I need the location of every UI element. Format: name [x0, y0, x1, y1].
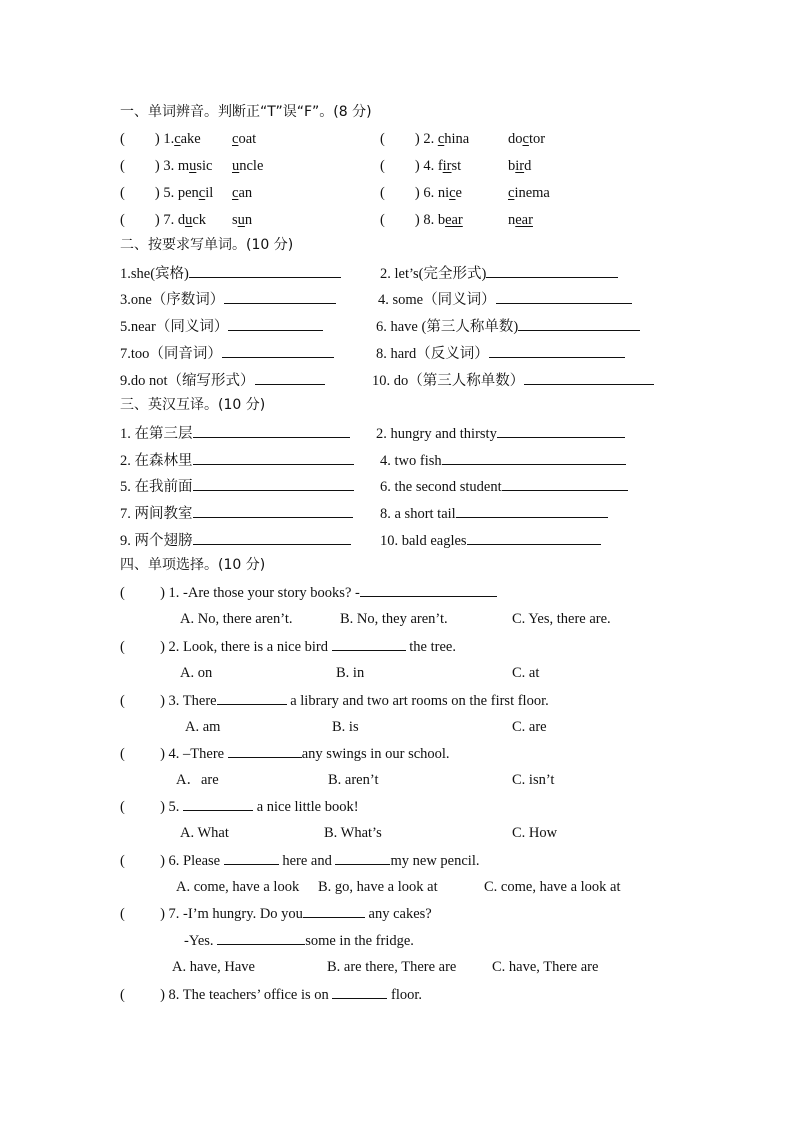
section-3-title: 三、英汉互译。(10 分): [120, 397, 266, 413]
option-c: C. isn’t: [512, 772, 555, 788]
section2-item: [120, 290, 336, 309]
paren-close: ): [154, 131, 164, 147]
word-1: first: [437, 158, 462, 174]
question-text: a library and two art rooms on the first floor.: [286, 693, 549, 709]
option-b: B. What’s: [324, 825, 382, 841]
question-text: ) 7. -I’m hungry. Do you: [160, 906, 303, 922]
section-4-title: 四、单项选择。(10 分): [120, 557, 266, 573]
option-b: B. is: [332, 719, 359, 735]
answer-blank[interactable]: [217, 931, 305, 945]
answer-paren: (: [120, 906, 125, 922]
section2-item: [372, 371, 654, 390]
prompt: 3.one（序数词）: [120, 292, 225, 308]
answer-blank[interactable]: [502, 477, 628, 491]
option-c: C. are: [512, 719, 547, 735]
section3-item: [380, 451, 626, 470]
answer-blank[interactable]: [228, 317, 323, 331]
sound-item: [120, 211, 206, 229]
answer-blank[interactable]: [189, 264, 341, 278]
answer-blank[interactable]: [496, 290, 632, 304]
question-8: [120, 985, 422, 1004]
section2-item: [120, 344, 334, 363]
section2-item: [120, 264, 341, 283]
answer-blank[interactable]: [518, 317, 640, 331]
item-number: 5.: [163, 185, 178, 201]
section3-item: [120, 424, 350, 443]
question-text: ) 1. -Are those your story books? -: [160, 585, 360, 601]
answer-paren: (: [120, 987, 125, 1003]
word-1: nice: [437, 185, 462, 201]
item-number: 2.: [423, 131, 438, 147]
prompt: 1.she(宾格): [120, 266, 189, 282]
answer-blank[interactable]: [335, 851, 390, 865]
answer-blank[interactable]: [442, 451, 626, 465]
sound-item: [120, 130, 201, 148]
prompt: 4. two fish: [380, 453, 442, 469]
question-text: -Yes.: [184, 933, 218, 949]
option-b: B. in: [336, 665, 365, 681]
question-7: [120, 904, 432, 923]
question-text: any swings in our school.: [301, 746, 450, 762]
answer-paren: (: [120, 158, 125, 174]
question-text: floor.: [387, 987, 423, 1003]
answer-paren: (: [120, 185, 125, 201]
item-number: 1.: [163, 131, 175, 147]
answer-blank[interactable]: [467, 531, 601, 545]
answer-paren: (: [120, 639, 125, 655]
section2-item: [380, 264, 618, 283]
option-a: A. What: [180, 825, 229, 841]
answer-blank[interactable]: [193, 477, 354, 491]
question-text: ) 5.: [160, 799, 184, 815]
answer-blank[interactable]: [360, 583, 497, 597]
item-number: 4.: [423, 158, 438, 174]
section2-item: [376, 317, 640, 336]
answer-blank[interactable]: [193, 451, 354, 465]
answer-blank[interactable]: [193, 504, 353, 518]
sound-item: [380, 211, 463, 229]
prompt: 10. bald eagles: [380, 533, 467, 549]
answer-paren: (: [120, 693, 125, 709]
section-1-title: 一、单词辨音。判断正“T”误“F”。(8 分): [120, 104, 372, 120]
answer-blank[interactable]: [217, 691, 287, 705]
answer-paren: (: [380, 158, 385, 174]
word-2: cinema: [508, 185, 550, 201]
item-number: 7.: [163, 212, 178, 228]
answer-paren: (: [380, 131, 385, 147]
answer-paren: (: [120, 585, 125, 601]
answer-paren: (: [120, 212, 125, 228]
word-2: doctor: [508, 131, 546, 147]
prompt: 8. a short tail: [380, 506, 456, 522]
question-text: the tree.: [405, 639, 456, 655]
answer-blank[interactable]: [255, 371, 325, 385]
paren-close: ): [154, 158, 164, 174]
prompt: 8. hard（反义词）: [376, 346, 489, 362]
sound-item: [380, 130, 469, 148]
paren-close: ): [414, 131, 424, 147]
answer-blank[interactable]: [193, 424, 350, 438]
prompt: 2. let’s(完全形式): [380, 266, 487, 282]
section3-item: [120, 504, 353, 523]
question-3: [120, 691, 549, 710]
prompt: 7. 两间教室: [120, 506, 193, 522]
answer-blank[interactable]: [486, 264, 618, 278]
option-a: A. am: [185, 719, 221, 735]
section3-item: [380, 531, 601, 550]
answer-blank[interactable]: [332, 985, 387, 999]
prompt: 4. some（同义词）: [378, 292, 496, 308]
prompt: 10. do（第三人称单数）: [372, 373, 525, 389]
option-a: A. come, have a look: [176, 879, 300, 895]
question-text: ) 2. Look, there is a nice bird: [160, 639, 332, 655]
answer-paren: (: [120, 131, 125, 147]
answer-blank[interactable]: [224, 290, 336, 304]
question-text: ) 6. Please: [160, 853, 224, 869]
prompt: 2. 在森林里: [120, 453, 193, 469]
question-7-line-2: [184, 931, 414, 950]
section3-item: [380, 504, 608, 523]
question-6: [120, 851, 479, 870]
paren-close: ): [154, 212, 164, 228]
option-c: C. at: [512, 665, 540, 681]
word-2: near: [508, 212, 533, 228]
answer-paren: (: [380, 185, 385, 201]
question-text: ) 8. The teachers’ office is on: [160, 987, 333, 1003]
answer-paren: (: [380, 212, 385, 228]
option-c: C. Yes, there are.: [512, 611, 611, 627]
word-2: sun: [232, 212, 253, 228]
answer-blank[interactable]: [224, 851, 279, 865]
prompt: 5.near（同义词）: [120, 319, 229, 335]
word-1: cake: [174, 131, 201, 147]
answer-blank[interactable]: [193, 531, 351, 545]
question-2: [120, 637, 456, 656]
question-text: my new pencil.: [390, 853, 480, 869]
word-2: can: [232, 185, 253, 201]
question-text: here and: [278, 853, 336, 869]
prompt: 9.do not（缩写形式）: [120, 373, 255, 389]
answer-blank[interactable]: [303, 904, 365, 918]
paren-close: ): [414, 158, 424, 174]
section2-item: [120, 317, 323, 336]
answer-blank[interactable]: [222, 344, 334, 358]
answer-blank[interactable]: [524, 371, 654, 385]
prompt: 1. 在第三层: [120, 426, 193, 442]
sound-item: [380, 157, 461, 175]
prompt: 6. the second student: [380, 479, 502, 495]
option-a: A. No, there aren’t.: [180, 611, 293, 627]
section3-item: [380, 477, 628, 496]
answer-blank[interactable]: [183, 797, 253, 811]
option-a: A. on: [180, 665, 213, 681]
section2-item: [378, 290, 632, 309]
option-b: B. aren’t: [328, 772, 379, 788]
section2-item: [376, 344, 625, 363]
answer-paren: (: [120, 746, 125, 762]
answer-blank[interactable]: [489, 344, 625, 358]
option-b: B. are there, There are: [327, 959, 457, 975]
word-1: music: [177, 158, 213, 174]
section3-item: [120, 477, 354, 496]
section3-item: [376, 424, 625, 443]
prompt: 5. 在我前面: [120, 479, 193, 495]
question-text: some in the fridge.: [305, 933, 414, 949]
word-1: pencil: [177, 185, 214, 201]
prompt: 2. hungry and thirsty: [376, 426, 497, 442]
section3-item: [120, 451, 354, 470]
item-number: 8.: [423, 212, 438, 228]
question-text: ) 3. There: [160, 693, 217, 709]
section2-item: [120, 371, 325, 390]
paren-close: ): [154, 185, 164, 201]
question-text: ) 4. –There: [160, 746, 228, 762]
option-c: C. come, have a look at: [484, 879, 621, 895]
word-1: duck: [177, 212, 206, 228]
section3-item: [120, 531, 351, 550]
word-2: uncle: [232, 158, 264, 174]
option-a: A．are: [176, 772, 219, 788]
prompt: 7.too（同音词）: [120, 346, 222, 362]
option-b: B. go, have a look at: [318, 879, 438, 895]
item-number: 3.: [163, 158, 178, 174]
answer-blank[interactable]: [497, 424, 625, 438]
option-c: C. How: [512, 825, 558, 841]
question-5: [120, 797, 359, 816]
question-text: a nice little book!: [253, 799, 359, 815]
word-1: china: [437, 131, 470, 147]
sound-item: [380, 184, 462, 202]
question-text: any cakes?: [364, 906, 432, 922]
sound-item: [120, 157, 212, 175]
word-2: bird: [508, 158, 532, 174]
prompt: 6. have (第三人称单数): [376, 319, 519, 335]
prompt: 9. 两个翅膀: [120, 533, 193, 549]
option-a: A. have, Have: [172, 959, 255, 975]
answer-blank[interactable]: [228, 744, 302, 758]
item-number: 6.: [423, 185, 438, 201]
answer-paren: (: [120, 799, 125, 815]
section-2-title: 二、按要求写单词。(10 分): [120, 237, 294, 253]
answer-paren: (: [120, 853, 125, 869]
paren-close: ): [414, 185, 424, 201]
word-2: coat: [232, 131, 257, 147]
option-b: B. No, they aren’t.: [340, 611, 448, 627]
answer-blank[interactable]: [332, 637, 406, 651]
question-1: [120, 583, 497, 602]
word-1: bear: [437, 212, 463, 228]
sound-item: [120, 184, 213, 202]
question-4: [120, 744, 450, 763]
paren-close: ): [414, 212, 424, 228]
option-c: C. have, There are: [492, 959, 599, 975]
answer-blank[interactable]: [456, 504, 608, 518]
